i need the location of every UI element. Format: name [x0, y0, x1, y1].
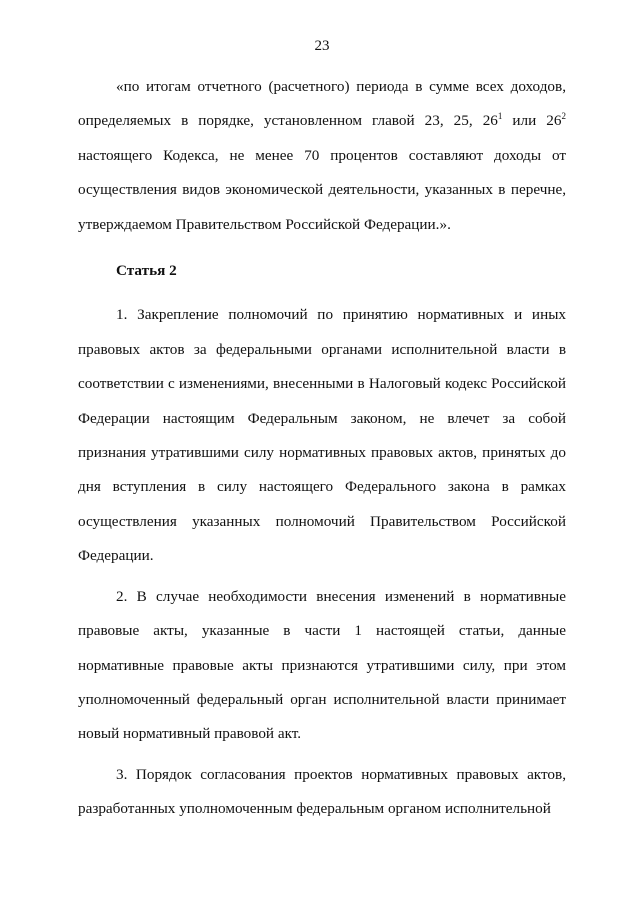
document-page: [78, 0, 566, 905]
article-heading: Статья 2: [116, 262, 177, 280]
document-body: [78, 70, 566, 827]
quote-text-part-3: настоящего Кодекса, не менее 70 процентов составляют доходы от осуществления видов экономической деятельности, указанных в перечне, утверждаемом Правительством Российской Федерации.».: [78, 146, 566, 233]
paragraph-1: 1. Закрепление полномочий по принятию нормативных и иных правовых актов за федеральными органами исполнительной власти в соответствии с изменениями, внесенными в Налоговый кодекс Российской Федерации настоящим Федеральным законом, не влечет за собой признания утратившими силу нормативных правовых актов, принятых до дня вступления в силу настоящего Федерального закона в рамках осуществления указанных полномочий Правительством Российской Федерации.: [78, 306, 566, 565]
quoted-amendment-text: [78, 70, 566, 242]
superscript-1: 1: [497, 111, 503, 122]
quote-text-part-2: или 26: [502, 112, 562, 130]
page-number: 23: [314, 38, 330, 54]
paragraph-2: 2. В случае необходимости внесения изменений в нормативные правовые акты, указанные в части 1 настоящей статьи, данные нормативные правовые акты признаются утратившими силу, при этом уполномоченный федеральный орган исполнительной власти принимает новый нормативный правовой акт.: [78, 587, 566, 743]
paragraph-3: 3. Порядок согласования проектов нормативных правовых актов, разработанных уполномоченным федеральным органом исполнительной: [78, 765, 566, 818]
quote-text-part-1: «по итогам отчетного (расчетного) периода в сумме всех доходов, определяемых в порядке, установленном главой 23, 25, 26: [78, 78, 566, 130]
superscript-2: 2: [561, 111, 566, 122]
